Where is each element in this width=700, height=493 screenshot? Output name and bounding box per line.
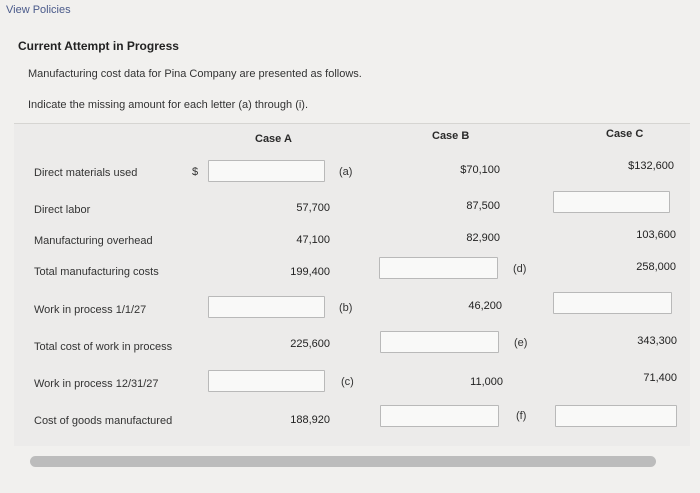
- row-label-total-manufacturing-costs: Total manufacturing costs: [34, 266, 159, 278]
- row-label-total-cost-wip: Total cost of work in process: [34, 341, 173, 353]
- input-h-wip-begin[interactable]: [553, 292, 672, 314]
- row-label-cogm: Cost of goods manufactured: [34, 415, 173, 427]
- case-c-total-cost-wip: 343,300: [637, 335, 677, 347]
- case-c-direct-materials: $132,600: [628, 160, 674, 172]
- input-e-total-cost-wip[interactable]: [380, 331, 499, 353]
- case-c-wip-end: 71,400: [643, 372, 677, 384]
- input-i-cogm[interactable]: [555, 405, 677, 427]
- horizontal-scrollbar[interactable]: [30, 456, 656, 467]
- case-b-direct-labor: 87,500: [466, 200, 500, 212]
- row-label-direct-labor: Direct labor: [34, 204, 91, 216]
- letter-d: (d): [513, 263, 527, 275]
- case-b-wip-end: 11,000: [470, 376, 503, 388]
- case-c-overhead: 103,600: [636, 229, 676, 241]
- case-c-total-mfg: 258,000: [636, 261, 676, 273]
- currency-symbol: $: [192, 166, 199, 178]
- view-policies-link[interactable]: View Policies: [6, 4, 71, 16]
- problem-intro: Manufacturing cost data for Pina Company are presented as follows.: [28, 68, 362, 80]
- case-a-direct-labor: 57,700: [296, 202, 330, 214]
- input-g-direct-labor[interactable]: [553, 191, 670, 213]
- col-header-case-b: Case B: [432, 130, 470, 142]
- col-header-case-a: Case A: [255, 133, 292, 145]
- row-label-direct-materials: Direct materials used: [34, 167, 138, 179]
- row-label-manufacturing-overhead: Manufacturing overhead: [34, 235, 153, 247]
- case-a-total-cost-wip: 225,600: [290, 338, 330, 350]
- letter-e: (e): [514, 337, 528, 349]
- case-a-cogm: 188,920: [290, 414, 330, 426]
- problem-instruction: Indicate the missing amount for each letter (a) through (i).: [28, 99, 309, 111]
- letter-a: (a): [339, 166, 353, 178]
- row-label-wip-end: Work in process 12/31/27: [34, 378, 159, 390]
- case-b-overhead: 82,900: [466, 232, 500, 244]
- letter-b: (b): [339, 302, 353, 314]
- case-b-wip-begin: 46,200: [468, 300, 502, 312]
- col-header-case-c: Case C: [606, 128, 644, 140]
- case-a-total-mfg: 199,400: [290, 266, 330, 278]
- attempt-heading: Current Attempt in Progress: [18, 39, 179, 53]
- case-b-direct-materials: $70,100: [460, 164, 500, 176]
- row-label-wip-begin: Work in process 1/1/27: [34, 304, 147, 316]
- letter-c: (c): [341, 376, 354, 388]
- letter-f: (f): [516, 410, 527, 422]
- input-b-wip-begin[interactable]: [208, 296, 325, 318]
- input-c-wip-end[interactable]: [208, 370, 325, 392]
- input-f-cogm[interactable]: [380, 405, 499, 427]
- input-a-direct-materials[interactable]: [208, 160, 325, 182]
- case-a-overhead: 47,100: [296, 234, 330, 246]
- input-d-total-mfg[interactable]: [379, 257, 498, 279]
